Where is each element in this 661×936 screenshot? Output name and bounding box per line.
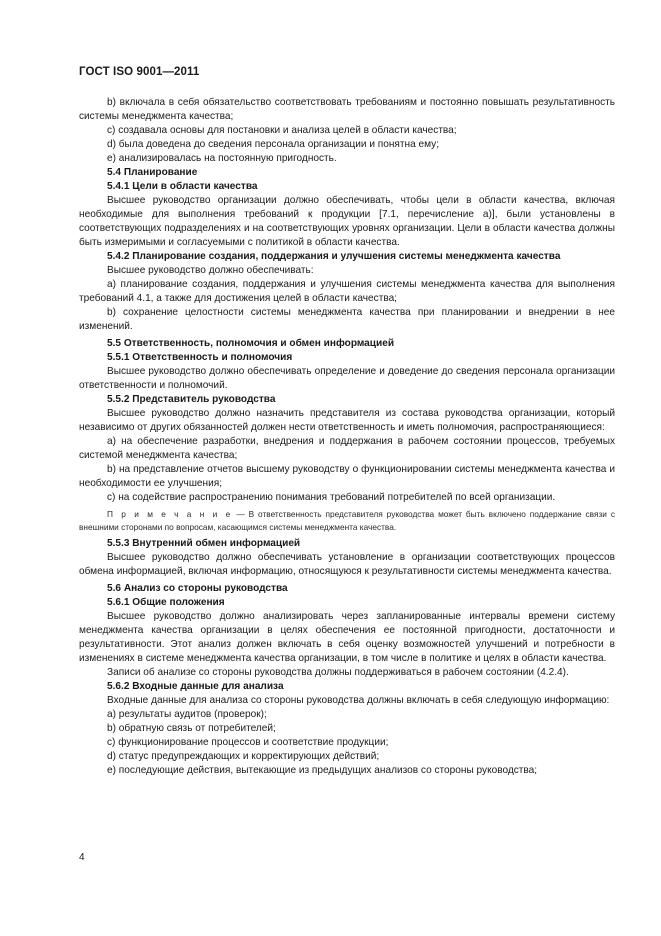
paragraph: c) создавала основы для постановки и анализа целей в области качества;	[107, 125, 457, 136]
section-heading: 5.5.1 Ответственность и полномочия	[107, 352, 293, 363]
paragraph: а) на обеспечение разработки, внедрения и поддержания в рабочем состоянии процессов, требуемых системой менеджмента качества;	[79, 436, 615, 461]
document-header: ГОСТ ISO 9001—2011	[79, 66, 200, 78]
paragraph: а) результаты аудитов (проверок);	[107, 709, 267, 720]
note	[79, 508, 615, 534]
section-heading: 5.4 Планирование	[107, 167, 198, 178]
section-heading: 5.6.1 Общие положения	[107, 597, 225, 608]
section-heading: 5.6 Анализ со стороны руководства	[107, 583, 288, 594]
section-heading: 5.4.1 Цели в области качества	[107, 181, 258, 192]
note-label: П р и м е ч а н и е	[107, 509, 233, 519]
note-text: — В ответственность представителя руководства может быть включено поддержание связи с внешними сторонами по вопросам, касающимся системы менеджмента качества.	[79, 509, 615, 532]
section-heading: 5.5.3 Внутренний обмен информацией	[107, 538, 301, 549]
paragraph: d) статус предупреждающих и корректирующих действий;	[107, 751, 380, 762]
paragraph: c) на содействие распространению понимания требований потребителей по всей организации.	[107, 492, 556, 503]
paragraph: а) планирование создания, поддержания и улучшения системы менеджмента качества для выполнения требований 4.1, а также для достижения целей в области качества;	[79, 279, 615, 304]
paragraph: Входные данные для анализа со стороны руководства должны включать в себя следующую информацию:	[107, 695, 610, 706]
section-heading: 5.4.2 Планирование создания, поддержания и улучшения системы менеджмента качества	[107, 251, 561, 262]
paragraph: c) функционирование процессов и соответствие продукции;	[107, 737, 389, 748]
paragraph: b) на представление отчетов высшему руководству о функционировании системы менеджмента качества и необходимости ее улучшения;	[79, 464, 615, 489]
paragraph: b) включала в себя обязательство соответствовать требованиям и постоянно повышать результативность системы менеджмента качества;	[79, 97, 615, 122]
paragraph: Высшее руководство должно обеспечивать:	[107, 265, 314, 276]
paragraph: d) была доведена до сведения персонала организации и понятна ему;	[107, 139, 440, 150]
section-heading: 5.5 Ответственность, полномочия и обмен информацией	[107, 338, 395, 349]
paragraph: Высшее руководство должно обеспечивать определение и доведение до сведения персонала организации ответственности и полномочий.	[79, 366, 615, 391]
paragraph: Записи об анализе со стороны руководства должны поддерживаться в рабочем состоянии (4.2.4).	[107, 667, 569, 678]
paragraph: Высшее руководство должно обеспечивать установление в организации соответствующих процессов обмена информацией, включая информацию, относящуюся к результативности системы менеджмента качества.	[79, 552, 615, 577]
paragraph: Высшее руководство должно анализировать через запланированные интервалы времени систему менеджмента качества организации в целях обеспечения ее постоянной пригодности, достаточности и результативности. Этот анализ должен включать в себя оценку возможностей улучшений и потребности в изменениях в системе менеджмента качества организации, в том числе в политике и целях в области качества.	[79, 611, 615, 664]
paragraph: b) обратную связь от потребителей;	[107, 723, 276, 734]
section-heading: 5.5.2 Представитель руководства	[107, 394, 276, 405]
document-body	[79, 96, 615, 778]
paragraph: Высшее руководство должно назначить представителя из состава руководства организации, который независимо от других обязанностей должен нести ответственность и иметь полномочия, распространяющиеся:	[79, 408, 615, 433]
paragraph: Высшее руководство организации должно обеспечивать, чтобы цели в области качества, включая необходимые для выполнения требований к продукции [7.1, перечисление а)], были установлены в соответствующих подразделениях и на соответствующих уровнях организации. Цели в области качества должны быть измеримыми и согласуемыми с политикой в области качества.	[79, 195, 615, 248]
page-number: 4	[79, 852, 85, 863]
paragraph: e) анализировалась на постоянную пригодность.	[107, 153, 337, 164]
paragraph: b) сохранение целостности системы менеджмента качества при планировании и внедрении в нее изменений.	[79, 307, 615, 332]
paragraph: e) последующие действия, вытекающие из предыдущих анализов со стороны руководства;	[107, 765, 538, 776]
section-heading: 5.6.2 Входные данные для анализа	[107, 681, 284, 692]
